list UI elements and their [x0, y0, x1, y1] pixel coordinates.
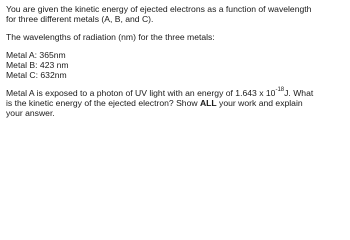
- question-line-2: [6, 98, 346, 108]
- question-energy-unit: J. What: [284, 88, 314, 98]
- spacer: [6, 80, 346, 88]
- emphasis-all: ALL: [199, 98, 217, 108]
- metal-c-wavelength: Metal C: 632nm: [6, 70, 67, 80]
- metal-list: [6, 50, 346, 80]
- metal-a-wavelength: Metal A: 365nm: [6, 50, 66, 60]
- question-line-2-prefix: is the kinetic energy of the ejected electron? Show: [6, 98, 200, 108]
- question-line-2-suffix: your work and explain: [216, 98, 303, 108]
- wavelengths-heading: The wavelengths of radiation (nm) for the three metals:: [6, 32, 215, 42]
- energy-exponent: -18: [275, 87, 285, 94]
- question-line-1: [6, 88, 346, 98]
- question-line-3: your answer.: [6, 108, 55, 118]
- spacer: [6, 24, 346, 32]
- question-energy-text: Metal A is exposed to a photon of UV light with an energy of 1.643 x 10: [6, 88, 276, 98]
- intro-line-2: for three different metals (A, B, and C).: [6, 14, 154, 24]
- metal-b-wavelength: Metal B: 423 nm: [6, 60, 69, 70]
- document-body: [6, 4, 346, 118]
- question-paragraph: [6, 88, 346, 118]
- intro-line-1: You are given the kinetic energy of ejected electrons as a function of wavelength: [6, 4, 312, 14]
- spacer: [6, 42, 346, 50]
